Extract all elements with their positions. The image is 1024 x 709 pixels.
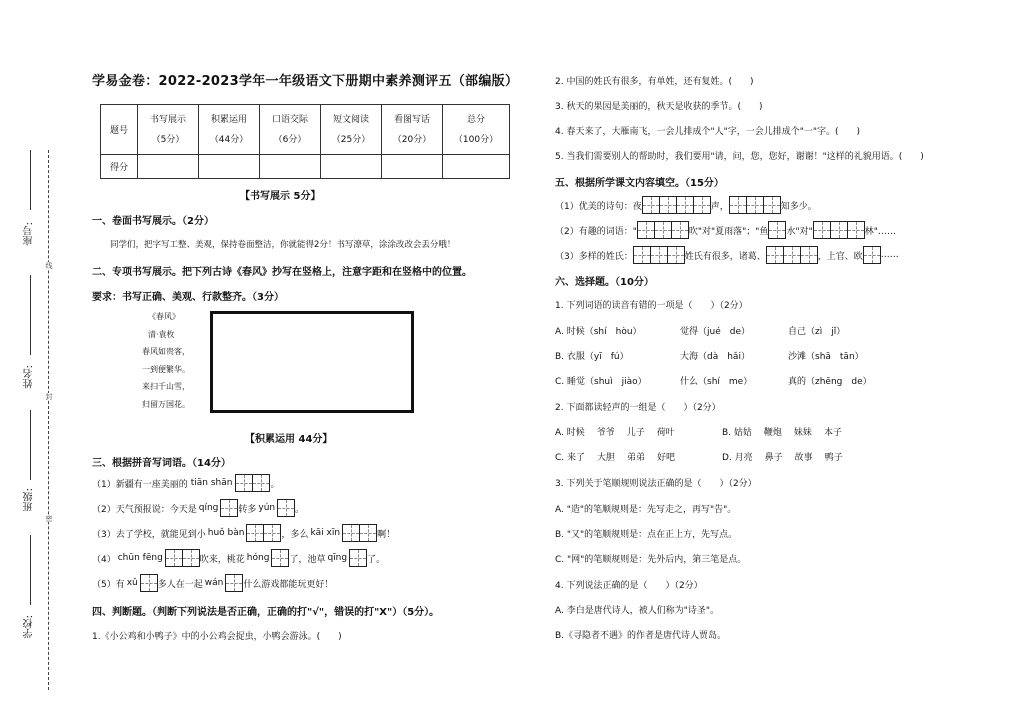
write-box[interactable] <box>650 246 668 264</box>
pinyin: xǔ <box>126 578 138 588</box>
write-box[interactable] <box>766 246 784 264</box>
write-box[interactable] <box>729 196 747 214</box>
q6-s1-option-a[interactable]: A. 时候（shí hòu） <box>555 327 642 337</box>
write-box[interactable] <box>813 221 831 239</box>
q6-s1-option-b-word2: 大海（dà hǎi） <box>680 352 750 362</box>
write-box[interactable] <box>277 499 295 517</box>
pinyin: yún <box>258 503 276 513</box>
write-box[interactable] <box>830 221 848 239</box>
q2-heading: 二、专项书写展示。把下列古诗《春风》抄写在竖格上，注意字距和在竖格中的位置。 <box>92 267 472 278</box>
seat-number-label: 座号: <box>24 222 35 246</box>
q6-s1-option-a-word3: 自己（zì jǐ） <box>788 327 846 337</box>
write-box[interactable] <box>768 221 786 239</box>
q5-heading: 五、根据所学课文内容填空。（15分） <box>555 178 724 189</box>
q6-s1-option-c-word2: 什么（shí me） <box>680 377 753 387</box>
write-box[interactable] <box>182 549 200 567</box>
q6-s1-option-a-word2: 觉得（jué de） <box>680 327 750 337</box>
score-col-reading: 短文阅读 （25分） <box>321 105 382 155</box>
q6-s2-question: 2. 下面都读轻声的一组是（ ）（2分） <box>555 403 721 413</box>
q4-item-1: 1.《小公鸡和小鸭子》中的小公鸡会捉虫，小鸭会游泳。( ) <box>92 632 342 642</box>
poem-title: 《春风》 <box>148 312 180 321</box>
q6-s1-question: 1. 下列词语的读音有错的一项是（ ）（2分） <box>555 301 748 311</box>
pinyin: hóng <box>246 553 270 563</box>
pinyin: qīng <box>327 553 348 563</box>
q4-heading: 四、判断题。（判断下列说法是否正确，正确的打"√"，错误的打"X"）（5分）。 <box>92 607 440 618</box>
write-box[interactable] <box>671 221 689 239</box>
binding-mark-line: 线 <box>45 262 53 269</box>
q3-item-5: （5）有 xǔ 多人在一起 wán 什么游戏都能玩更好！ <box>92 574 333 592</box>
q6-s1-option-b[interactable]: B. 衣服（yī fú） <box>555 352 629 362</box>
q6-s1-option-c[interactable]: C. 睡觉（shuì jiào） <box>555 377 647 387</box>
binding-mark-secret: 密 <box>45 515 53 522</box>
write-box[interactable] <box>667 246 685 264</box>
poem-author: 清·袁枚 <box>148 329 175 339</box>
score-cell[interactable] <box>443 155 510 179</box>
q1-text: 同学们，把字写工整、美观，保持卷面整洁，你就能得2分！书写潦草，涂涂改改会丢分哦！ <box>110 240 456 250</box>
exam-title: 学易金卷：2022-2023学年一年级语文下册期中素养测评五（部编版） <box>92 74 519 89</box>
score-col-accum: 积累运用 （44分） <box>199 105 260 155</box>
write-box[interactable] <box>654 221 672 239</box>
write-box[interactable] <box>140 574 158 592</box>
pinyin: chūn fēng <box>117 553 163 563</box>
score-table-row1-label: 题号 <box>101 105 138 155</box>
write-box[interactable] <box>633 246 651 264</box>
score-col-oral: 口语交际 （6分） <box>260 105 321 155</box>
q3-item-2: （2）天气预报说：今天是 qíng 转多 yún 。 <box>92 499 304 517</box>
write-box[interactable] <box>800 246 818 264</box>
q3-item-4: （4） chūn fēng 吹来，桃花 hóng 了，池草 qīng 了。 <box>92 549 385 567</box>
section-accum-heading: 【积累运用 44分】 <box>245 434 333 445</box>
q6-s4-question: 4. 下列说法正确的是（ ）（2分） <box>555 581 703 591</box>
q5-line-2: （2）有趣的词语：" 吹"对"夏雨落"；"鱼 水"对" 林"…… <box>555 221 896 239</box>
section-writing-heading: 【书写展示 5分】 <box>240 191 321 202</box>
seat-number-line[interactable] <box>30 150 31 210</box>
q5-line-1: （1）优美的诗句：夜 声， 知多少。 <box>555 196 817 214</box>
q6-s2-option-b[interactable]: B. 姑姑 鞭炮 妹妹 本子 <box>722 428 842 438</box>
binding-mark-seal: 封 <box>45 393 53 400</box>
write-box[interactable] <box>271 549 289 567</box>
pinyin: qíng <box>198 503 219 513</box>
write-box[interactable] <box>342 524 360 542</box>
write-box[interactable] <box>225 574 243 592</box>
poem-line: 来扫千山雪， <box>142 382 190 391</box>
poem-writing-box[interactable] <box>210 311 414 413</box>
poem-line: 一到便繁华。 <box>142 364 190 374</box>
q4-item-3: 3. 秋天的果园是美丽的，秋天是收获的季节。( ) <box>555 102 763 112</box>
pinyin: tiān shān <box>190 478 233 488</box>
write-box[interactable] <box>220 499 238 517</box>
q3-item-3: （3）去了学校，就能见到小 huǒ bàn ，多么 kāi xīn 啊！ <box>92 524 395 542</box>
score-cell[interactable] <box>382 155 443 179</box>
q4-item-2: 2. 中国的姓氏有很多，有单姓，还有复姓。( ) <box>555 77 754 87</box>
q4-item-5: 5. 当我们需要别人的帮助时，我们要用"请，问，您，您好，谢谢！"这样的礼貌用语。( ) <box>555 152 924 162</box>
poem-line: 春风如贵客， <box>142 347 190 356</box>
poem-spring-wind <box>142 308 190 413</box>
name-line[interactable] <box>30 275 31 355</box>
q6-s3-option-c[interactable]: C. "网"的笔顺规则是：先外后内，第三笔是点。 <box>555 555 747 565</box>
q4-item-4: 4. 春天来了，大雁南飞，一会儿排成个"人"字，一会儿排成个"一"字。( ) <box>555 127 861 137</box>
write-box[interactable] <box>235 474 253 492</box>
score-cell[interactable] <box>321 155 382 179</box>
q6-heading: 六、选择题。（10分） <box>555 277 654 288</box>
write-box[interactable] <box>693 196 711 214</box>
score-table-row2-label: 得分 <box>101 155 138 179</box>
write-box[interactable] <box>746 196 764 214</box>
q6-s4-option-b[interactable]: B.《寻隐者不遇》的作者是唐代诗人贾岛。 <box>555 631 727 641</box>
q6-s1-option-b-word3: 沙滩（shā tān） <box>788 352 864 362</box>
q6-s2-option-c[interactable]: C. 来了 大胆 弟弟 好吧 <box>555 453 676 463</box>
class-line[interactable] <box>30 410 31 480</box>
write-box[interactable] <box>783 246 801 264</box>
write-box[interactable] <box>165 549 183 567</box>
write-box[interactable] <box>676 196 694 214</box>
q2-requirement: 要求：书写正确、美观、行款整齐。（3分） <box>92 292 284 303</box>
write-box[interactable] <box>349 549 367 567</box>
pinyin: kāi xīn <box>310 528 341 538</box>
q6-s4-option-a[interactable]: A. 李白是唐代诗人，被人们称为"诗圣"。 <box>555 606 720 616</box>
write-box[interactable] <box>863 246 881 264</box>
write-box[interactable] <box>763 196 781 214</box>
score-cell[interactable] <box>138 155 199 179</box>
q6-s1-option-c-word3: 真的（zhēng de） <box>788 377 872 387</box>
write-box[interactable] <box>847 221 865 239</box>
school-line[interactable] <box>30 535 31 605</box>
write-box[interactable] <box>642 196 660 214</box>
write-box[interactable] <box>246 524 264 542</box>
q1-heading: 一、卷面书写展示。（2分） <box>92 216 214 227</box>
q6-s2-option-d[interactable]: D. 月亮 鼻子 故事 鸭子 <box>722 453 843 463</box>
score-col-total: 总分 （100分） <box>443 105 510 155</box>
q6-s3-option-b[interactable]: B. "又"的笔顺规则是：点在正上方，先写点。 <box>555 530 738 540</box>
q5-line-3: （3）多样的姓氏： 姓氏有很多，诸葛、 ，上官、欧 …… <box>555 246 899 264</box>
write-box[interactable] <box>637 221 655 239</box>
pinyin: huǒ bàn <box>207 528 245 538</box>
q6-s3-question: 3. 下列关于笔顺规则说法正确的是（ ）（2分） <box>555 479 757 489</box>
pinyin: wán <box>204 578 224 588</box>
score-table <box>100 104 510 179</box>
class-label: 班级: <box>24 488 35 512</box>
name-label: 姓名: <box>24 365 35 389</box>
write-box[interactable] <box>252 474 270 492</box>
q6-s3-option-a[interactable]: A. "造"的笔顺规则是：先写走之，再写"告"。 <box>555 505 737 515</box>
score-col-writing: 书写展示 （5分） <box>138 105 199 155</box>
score-cell[interactable] <box>260 155 321 179</box>
score-cell[interactable] <box>199 155 260 179</box>
write-box[interactable] <box>359 524 377 542</box>
school-label: 学校: <box>24 615 35 639</box>
binding-dashed-line <box>48 150 49 690</box>
q3-item-1: （1）新疆有一座美丽的 tiān shān 。 <box>92 474 279 492</box>
poem-line: 归留万国花。 <box>142 399 190 409</box>
q3-heading: 三、根据拼音写词语。（14分） <box>92 458 231 469</box>
write-box[interactable] <box>263 524 281 542</box>
write-box[interactable] <box>659 196 677 214</box>
q6-s2-option-a[interactable]: A. 时候 爷爷 儿子 荷叶 <box>555 428 675 438</box>
score-col-picture-writing: 看图写话 （20分） <box>382 105 443 155</box>
